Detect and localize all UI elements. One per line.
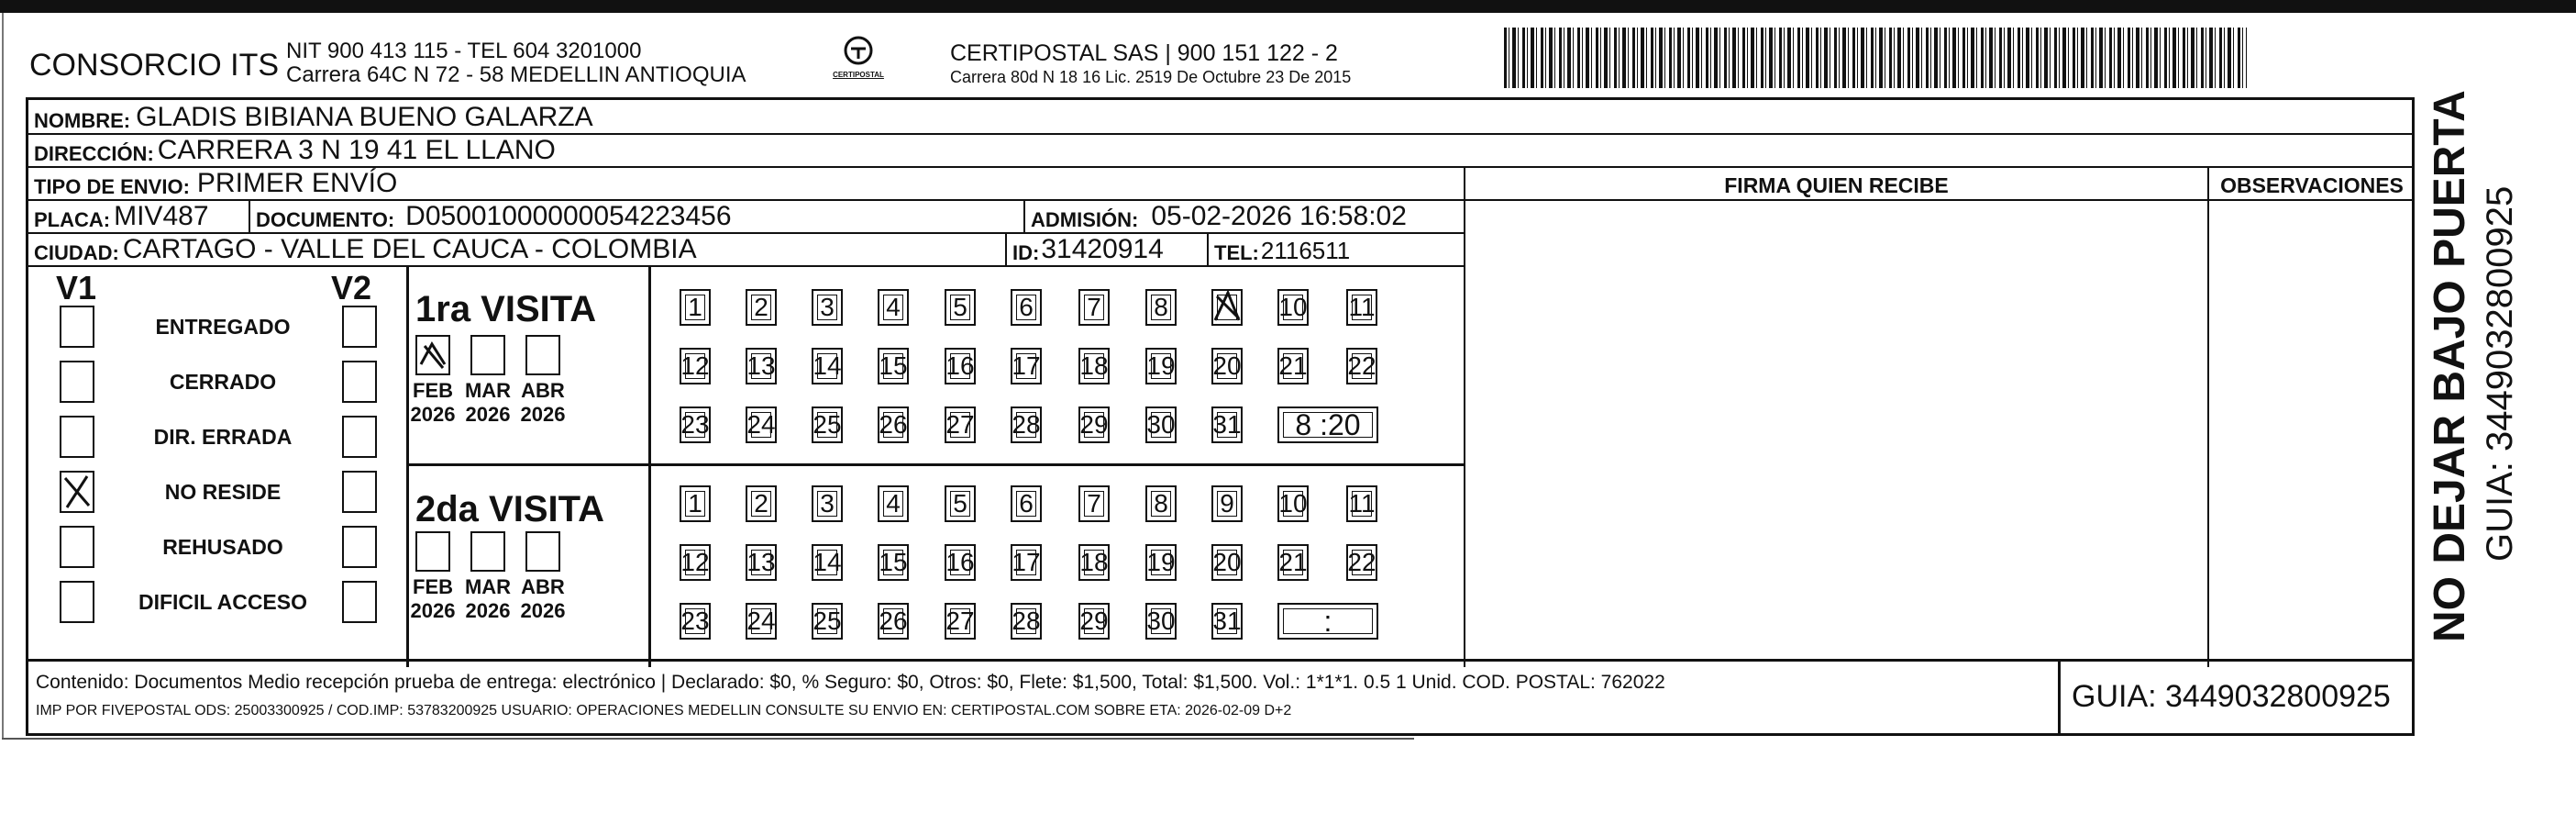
visit1-day-box[interactable]	[812, 289, 843, 326]
direccion-row	[28, 133, 556, 166]
documento-value: D05001000000054223456	[405, 201, 732, 231]
v2-checkbox[interactable]	[342, 361, 377, 403]
v1-checkbox[interactable]	[60, 361, 94, 403]
direccion-label: DIRECCIÓN:	[34, 142, 154, 165]
visit2-day-box[interactable]	[1078, 544, 1110, 581]
visit2-year-label: 2026	[465, 599, 511, 622]
visit2-month-label: MAR	[464, 575, 512, 598]
visit1-month-label: MAR	[464, 379, 512, 402]
visit2-day-box[interactable]	[1211, 544, 1243, 581]
day-number: 28	[1012, 607, 1041, 635]
visit1-day-box[interactable]	[1078, 406, 1110, 443]
visit2-day-box[interactable]	[746, 603, 777, 640]
placa-value: MIV487	[114, 201, 209, 231]
company-nit: NIT 900 413 115 - TEL 604 3201000	[286, 39, 642, 63]
day-number: 2	[754, 489, 768, 518]
observaciones-header: OBSERVACIONES	[2220, 173, 2404, 197]
visit1-day-box[interactable]	[945, 406, 976, 443]
visit2-time-box[interactable]: :	[1277, 603, 1378, 640]
id-value: 31420914	[1041, 234, 1164, 264]
day-number: 8	[1154, 293, 1168, 321]
day-number: 1	[688, 489, 702, 518]
day-number: 3	[820, 293, 835, 321]
visit2-day-box[interactable]	[1078, 603, 1110, 640]
day-number: 19	[1146, 548, 1176, 576]
ciudad-value: CARTAGO - VALLE DEL CAUCA - COLOMBIA	[122, 234, 697, 264]
visit2-day-box[interactable]	[680, 603, 711, 640]
firma-header: FIRMA QUIEN RECIBE	[1724, 173, 1949, 197]
day-number: 12	[680, 351, 710, 380]
day-number: 17	[1012, 548, 1041, 576]
visit2-month-box[interactable]	[525, 531, 560, 572]
admision-label: ADMISIÓN:	[1031, 208, 1139, 231]
visit1-year-label: 2026	[465, 403, 511, 426]
v2-checkbox[interactable]	[342, 526, 377, 568]
visit2-day-box[interactable]	[1145, 603, 1177, 640]
visit2-day-box[interactable]	[1346, 485, 1377, 522]
side-guia: GUIA: 3449032800925	[2480, 185, 2520, 562]
nombre-value: GLADIS BIBIANA BUENO GALARZA	[136, 102, 593, 132]
visit1-year-label: 2026	[410, 403, 456, 426]
v2-checkbox[interactable]	[342, 416, 377, 458]
v1-checkbox[interactable]	[60, 471, 94, 513]
day-number: 11	[1348, 293, 1376, 321]
tipo-value: PRIMER ENVÍO	[196, 168, 398, 198]
visit1-day-box[interactable]	[1011, 406, 1042, 443]
visit1-day-box[interactable]	[945, 289, 976, 326]
v1-checkbox[interactable]	[60, 306, 94, 348]
admision-value: 05-02-2026 16:58:02	[1151, 201, 1407, 231]
nombre-label: NOMBRE:	[34, 109, 131, 132]
day-number: 18	[1079, 548, 1109, 576]
day-number: 7	[1087, 489, 1101, 518]
visit1-day-box[interactable]	[746, 289, 777, 326]
id-row	[1007, 232, 1164, 265]
visit1-month-box[interactable]	[415, 335, 450, 375]
v2-checkbox[interactable]	[342, 471, 377, 513]
visit1-year-label: 2026	[520, 403, 566, 426]
ciudad-label: CIUDAD:	[34, 241, 119, 264]
carrier-address: Carrera 80d N 18 16 Lic. 2519 De Octubre 23 De 2015	[950, 68, 1352, 86]
day-number: 12	[680, 548, 710, 576]
visit2-month-box[interactable]	[415, 531, 450, 572]
day-number: 30	[1146, 410, 1176, 439]
visit1-day-box[interactable]	[1145, 289, 1177, 326]
visit1-day-box[interactable]	[1277, 348, 1309, 384]
status-option-label: REHUSADO	[162, 535, 283, 559]
visit1-day-box[interactable]	[1011, 289, 1042, 326]
v2-checkbox[interactable]	[342, 581, 377, 623]
status-option-label: DIFICIL ACCESO	[138, 590, 307, 614]
day-number: 16	[945, 351, 975, 380]
day-number: 8	[1154, 489, 1168, 518]
visit1-day-box[interactable]	[1011, 348, 1042, 384]
day-number: 25	[813, 607, 842, 635]
visit1-day-box[interactable]	[1211, 406, 1243, 443]
visit2-day-box[interactable]	[1211, 603, 1243, 640]
day-number: 18	[1079, 351, 1109, 380]
day-number: 11	[1348, 489, 1376, 518]
direccion-value: CARRERA 3 N 19 41 EL LLANO	[157, 135, 556, 165]
visit2-year-label: 2026	[410, 599, 456, 622]
visit1-time-box[interactable]: 8 :20	[1277, 406, 1378, 443]
day-number: 25	[813, 410, 842, 439]
day-number: 22	[1347, 351, 1376, 380]
day-number: 24	[746, 410, 776, 439]
logo-text: CERTIPOSTAL	[833, 71, 884, 79]
visit2-day-box[interactable]	[878, 603, 909, 640]
visit2-title: 2da VISITA	[415, 489, 604, 529]
day-number: 14	[813, 351, 842, 380]
tipo-label: TIPO DE ENVIO:	[34, 175, 190, 198]
visit1-day-box[interactable]	[878, 406, 909, 443]
day-number: 13	[746, 351, 776, 380]
day-number: 6	[1019, 293, 1034, 321]
visit1-day-box[interactable]	[680, 289, 711, 326]
day-number: 4	[886, 293, 901, 321]
visit1-day-box[interactable]	[1346, 289, 1377, 326]
visit2-year-label: 2026	[520, 599, 566, 622]
certipostal-logo	[831, 35, 886, 79]
tel-row	[1209, 232, 1350, 265]
visit2-day-box[interactable]	[812, 485, 843, 522]
visit1-day-box[interactable]	[1145, 348, 1177, 384]
visit2-day-box[interactable]	[1078, 485, 1110, 522]
visit2-day-box[interactable]	[1011, 485, 1042, 522]
footer-guia: GUIA: 3449032800925	[2072, 679, 2391, 714]
visit2-day-box[interactable]	[945, 603, 976, 640]
day-number: 31	[1212, 607, 1242, 635]
visit2-day-box[interactable]	[878, 544, 909, 581]
visit2-day-box[interactable]	[812, 603, 843, 640]
visit2-day-box[interactable]	[680, 544, 711, 581]
day-number: 3	[820, 489, 835, 518]
v2-label: V2	[331, 269, 372, 306]
visit1-day-box[interactable]	[680, 348, 711, 384]
day-number: 2	[754, 293, 768, 321]
visit1-day-box[interactable]	[812, 348, 843, 384]
day-number: 7	[1087, 293, 1101, 321]
day-number: 30	[1146, 607, 1176, 635]
visit1-day-box[interactable]	[680, 406, 711, 443]
footer-box	[26, 659, 2415, 736]
day-number: 10	[1278, 293, 1308, 321]
logo-icon	[843, 35, 874, 66]
day-number: 31	[1212, 410, 1242, 439]
visit1-day-box[interactable]	[1346, 348, 1377, 384]
ciudad-row	[28, 232, 697, 265]
visit1-day-box[interactable]	[1211, 348, 1243, 384]
day-number: 5	[953, 489, 967, 518]
day-number: 27	[945, 410, 975, 439]
tipo-row	[28, 166, 397, 199]
visit1-day-box[interactable]	[1078, 348, 1110, 384]
visit2-day-box[interactable]	[945, 544, 976, 581]
day-number: 23	[680, 607, 710, 635]
admision-row	[1025, 199, 1407, 232]
bottom-line	[2, 738, 1414, 740]
day-number: 5	[953, 293, 967, 321]
visit2-day-box[interactable]	[1211, 485, 1243, 522]
carrier-name: CERTIPOSTAL SAS | 900 151 122 - 2	[950, 40, 1338, 66]
side-warning: NO DEJAR BAJO PUERTA	[2426, 90, 2474, 642]
visit1-day-box[interactable]	[812, 406, 843, 443]
day-number: 21	[1278, 548, 1308, 576]
company-name: CONSORCIO ITS	[29, 48, 280, 83]
day-number: 20	[1212, 548, 1242, 576]
visit2-day-box[interactable]	[1277, 544, 1309, 581]
day-number: 15	[879, 351, 908, 380]
visit2-month-label: ABR	[521, 575, 565, 598]
footer-line-2: IMP POR FIVEPOSTAL ODS: 25003300925 / COD.IMP: 53783200925 USUARIO: OPERACIONES MEDELLIN CONSULTE SU ENVIO EN: CERTIPOSTAL.COM SOBRE ETA: 2026-02-09 D+2	[36, 703, 1292, 718]
day-number: 13	[746, 548, 776, 576]
visit2-day-box[interactable]	[1011, 603, 1042, 640]
visit1-day-box[interactable]	[746, 406, 777, 443]
visit1-title: 1ra VISITA	[415, 289, 597, 329]
visit2-day-box[interactable]	[1277, 485, 1309, 522]
status-option-label: CERRADO	[169, 370, 277, 394]
barcode	[1504, 28, 2247, 88]
placa-row	[28, 199, 249, 232]
visit2-day-box[interactable]	[878, 485, 909, 522]
v1-checkbox[interactable]	[60, 526, 94, 568]
company-address: Carrera 64C N 72 - 58 MEDELLIN ANTIOQUIA	[286, 62, 746, 87]
visit2-month-box[interactable]	[470, 531, 505, 572]
documento-label: DOCUMENTO:	[256, 208, 395, 231]
status-option-label: ENTREGADO	[155, 315, 291, 339]
day-number: 17	[1012, 351, 1041, 380]
visit1-month-box[interactable]	[470, 335, 505, 375]
visit1-day-box[interactable]	[1277, 289, 1309, 326]
v2-checkbox[interactable]	[342, 306, 377, 348]
visit2-day-box[interactable]	[812, 544, 843, 581]
visit1-month-box[interactable]	[525, 335, 560, 375]
visit2-day-box[interactable]	[1011, 544, 1042, 581]
visit1-day-box[interactable]	[1211, 289, 1243, 326]
visit1-day-box[interactable]	[945, 348, 976, 384]
v1-label: V1	[56, 269, 97, 306]
day-number: 23	[680, 410, 710, 439]
visit1-month-label: ABR	[521, 379, 565, 402]
day-number: 29	[1079, 410, 1109, 439]
day-number: 29	[1079, 607, 1109, 635]
day-number: 9	[1220, 489, 1234, 518]
nombre-row	[28, 100, 593, 133]
visit2-day-box[interactable]	[680, 485, 711, 522]
day-number: 19	[1146, 351, 1176, 380]
visit1-day-box[interactable]	[878, 289, 909, 326]
tel-label: TEL:	[1214, 241, 1259, 264]
visit2-day-box[interactable]	[1346, 544, 1377, 581]
day-number: 15	[879, 548, 908, 576]
day-number: 22	[1347, 548, 1376, 576]
day-number: 16	[945, 548, 975, 576]
delivery-form	[26, 97, 2415, 662]
footer-line-1: Contenido: Documentos Medio recepción prueba de entrega: electrónico | Declarado: $0, % Seguro: $0, Otros: $0, Flete: $1,500, Total: $1,500. Vol.: 1*1*1. 0.5 1 Unid. COD. POSTAL: 762022	[36, 672, 1665, 693]
placa-label: PLACA:	[34, 208, 111, 231]
day-number: 10	[1278, 489, 1308, 518]
day-number: 6	[1019, 489, 1034, 518]
day-number: 26	[879, 607, 908, 635]
day-number: 28	[1012, 410, 1041, 439]
top-border	[0, 0, 2576, 13]
status-option-label: DIR. ERRADA	[153, 425, 293, 449]
tel-value: 2116511	[1260, 237, 1351, 264]
documento-row	[250, 199, 732, 232]
visit2-day-box[interactable]	[945, 485, 976, 522]
observaciones-area[interactable]	[2211, 271, 2411, 656]
visit1-day-box[interactable]	[1078, 289, 1110, 326]
visit1-month-label: FEB	[413, 379, 453, 402]
visit2-month-label: FEB	[413, 575, 453, 598]
firma-area[interactable]	[1477, 271, 2193, 656]
visit1-day-box[interactable]	[878, 348, 909, 384]
visit2-day-box[interactable]	[746, 544, 777, 581]
status-option-label: NO RESIDE	[164, 480, 282, 504]
visit2-day-box[interactable]	[1145, 485, 1177, 522]
day-number: 27	[945, 607, 975, 635]
visit2-day-box[interactable]	[1145, 544, 1177, 581]
visit1-day-box[interactable]	[746, 348, 777, 384]
day-number: 24	[746, 607, 776, 635]
day-number: 26	[879, 410, 908, 439]
v1-checkbox[interactable]	[60, 581, 94, 623]
day-number: 1	[688, 293, 702, 321]
visit2-day-box[interactable]	[746, 485, 777, 522]
visit1-day-box[interactable]	[1145, 406, 1177, 443]
left-edge	[2, 13, 4, 738]
id-label: ID:	[1012, 241, 1040, 264]
v1-checkbox[interactable]	[60, 416, 94, 458]
day-number: 21	[1278, 351, 1308, 380]
day-number: 4	[886, 489, 901, 518]
day-number: 20	[1212, 351, 1242, 380]
day-number: 14	[813, 548, 842, 576]
